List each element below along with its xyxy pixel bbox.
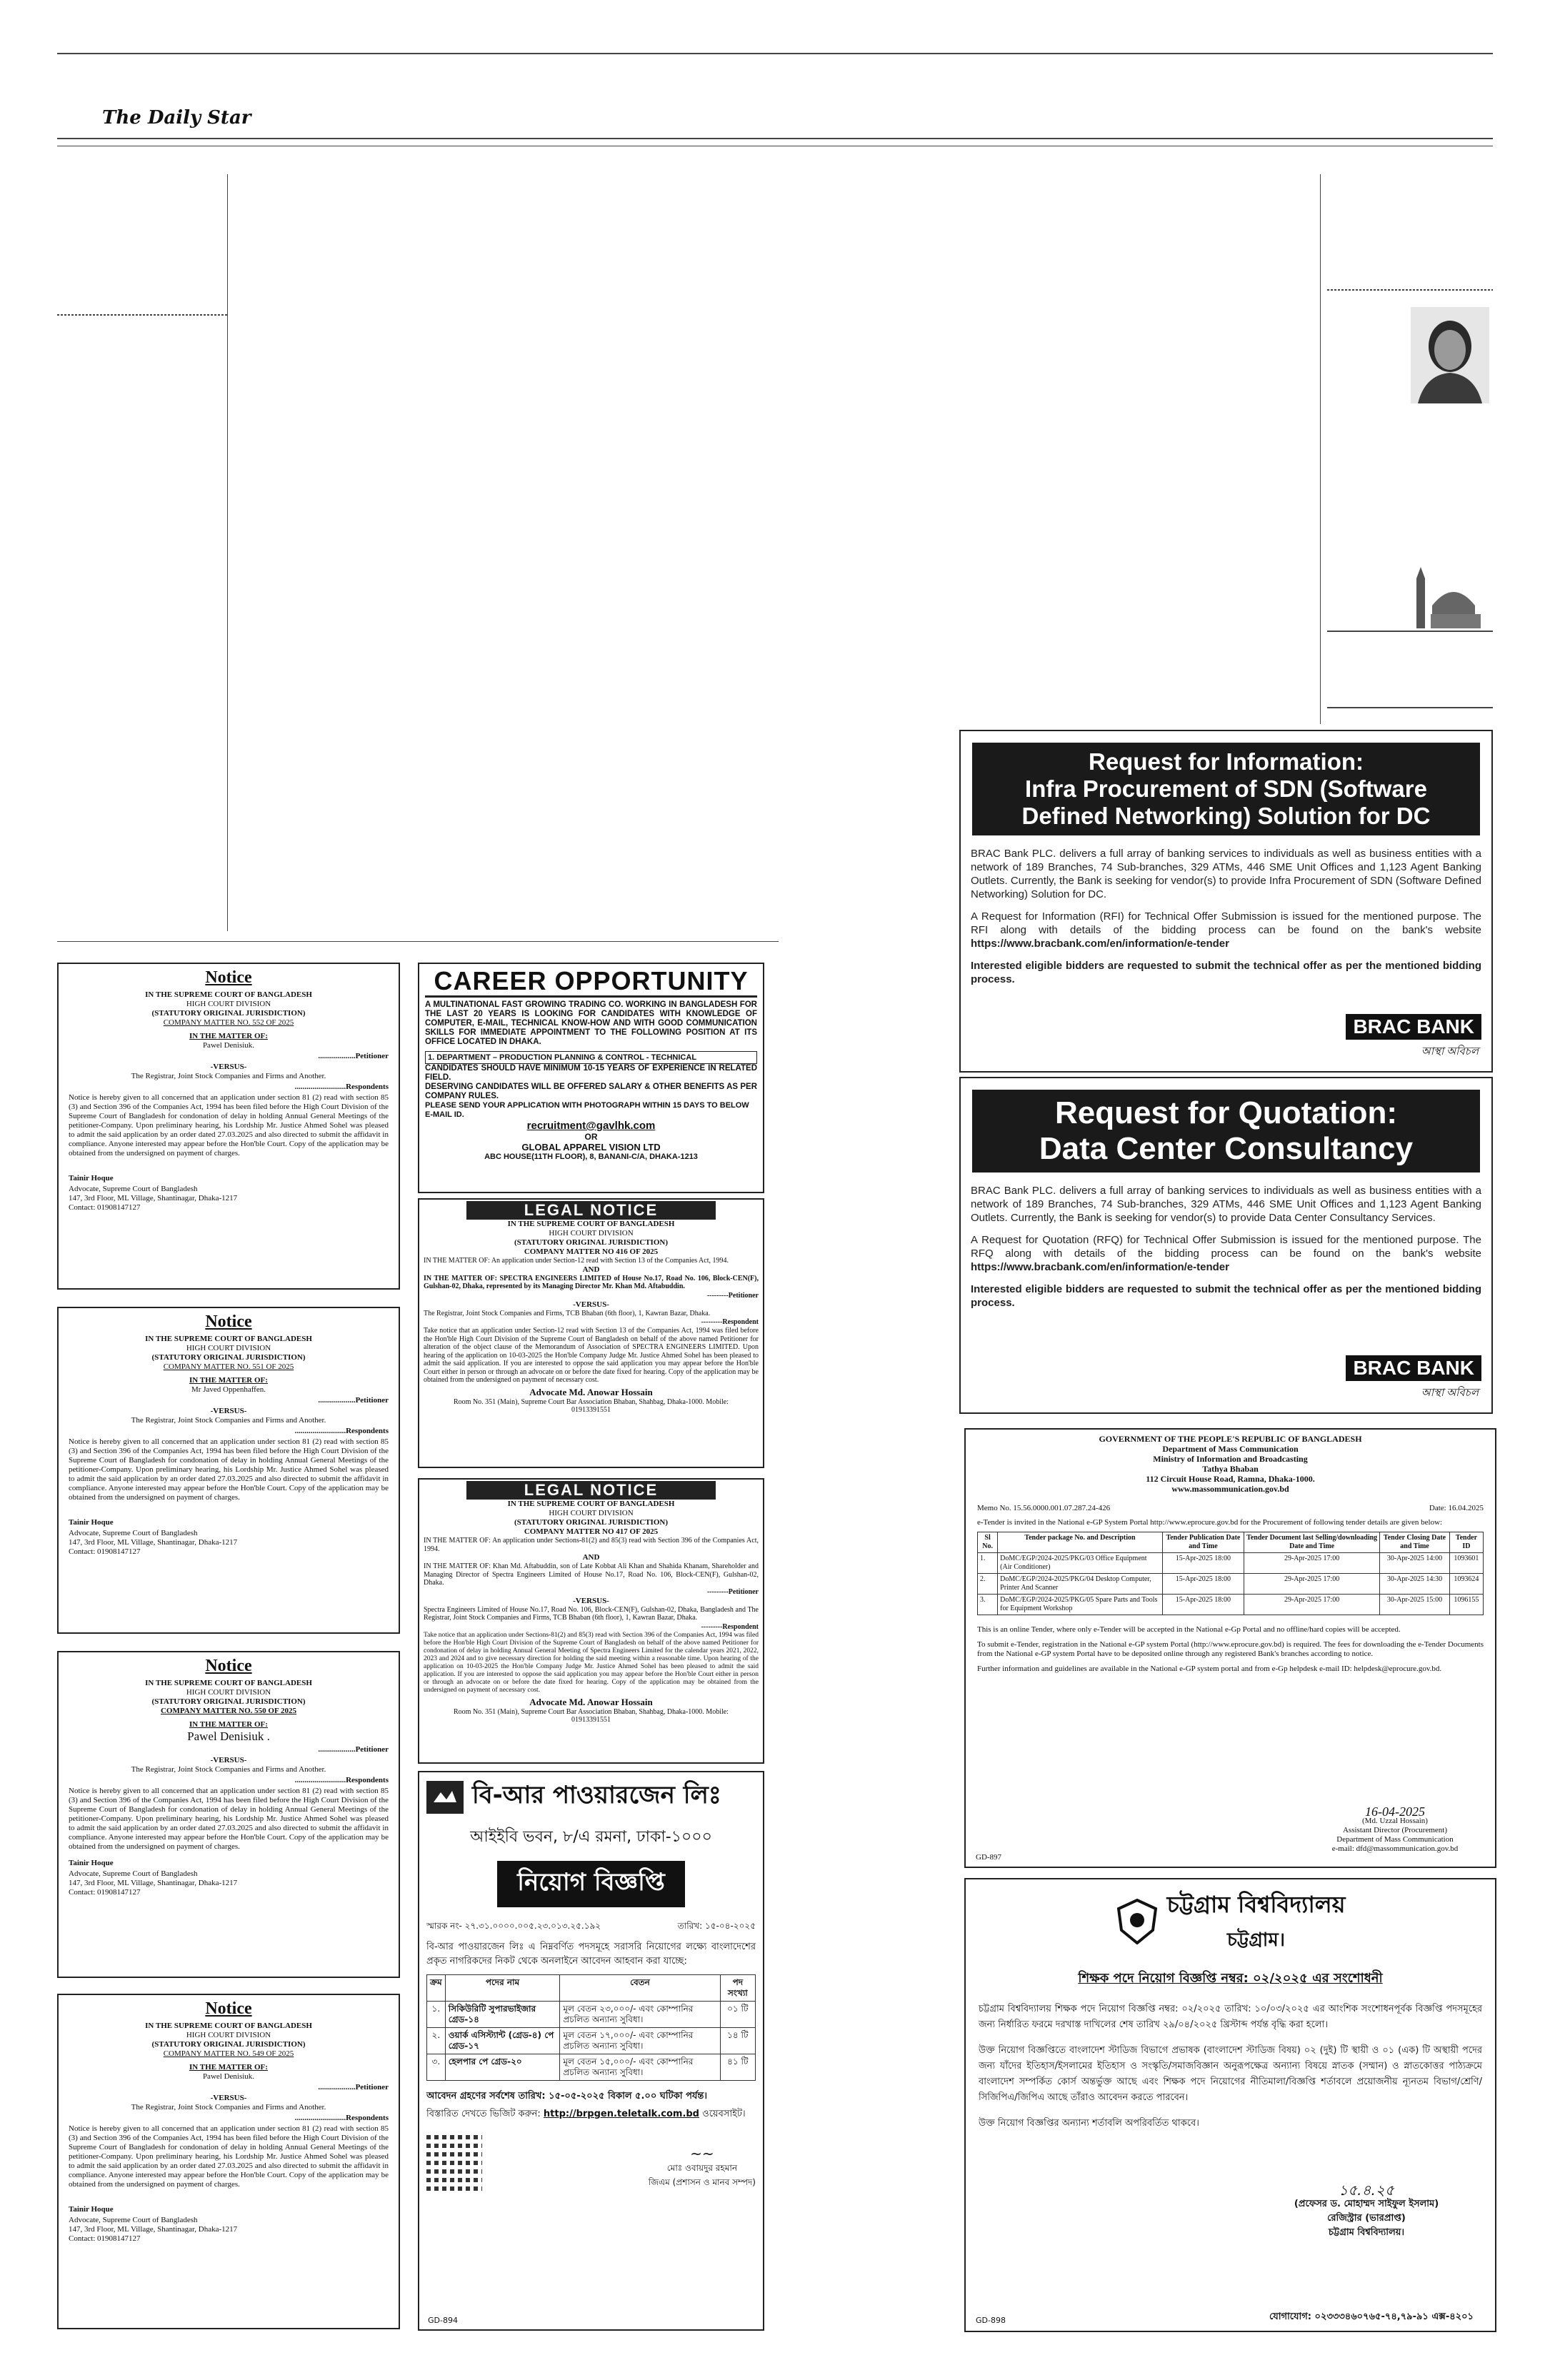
brac-rfq-heading: Request for Quotation: Data Center Consultancy	[972, 1090, 1480, 1173]
table-cell: মূল বেতন ১৭,০০০/- এবং কোম্পানির প্রচলিত অন্যান্য সুবিধা।	[560, 2028, 720, 2054]
notice-division: HIGH COURT DIVISION	[186, 1344, 271, 1352]
table-header: পদের নাম	[445, 1975, 560, 2002]
right-rule-bottom	[1327, 707, 1493, 708]
legal-advocate: Advocate Md. Anowar Hossain	[529, 1696, 653, 1707]
govt-signer: (Md. Uzzal Hossain)	[1362, 1817, 1428, 1825]
notice-court: IN THE SUPREME COURT OF BANGLADESH	[145, 2022, 312, 2030]
legal-petitioner: ---------Petitioner	[706, 1291, 759, 1300]
notice-body: Notice is hereby given to all concerned that an application under section 81 (2) read with section 85 (3) and Section 396 of the Companies Act, 1994 has been filed before the High Court Division of the Supreme Court of Bangladesh for condonation of delay in holding Annual General Meetings of the petitioner-Company. Upon preliminary hearing, his Lordship Mr. Justice Ahmed Sohel was pleased to admit the said application by an order dated 27.03.2025 and also directed to submit the affidavit in compliance. Anyone interested may appear before the Hon'ble Court. Copy of the application may be obtained from the undersigned on payment of charges.	[69, 1437, 389, 1502]
legal-jurisdiction: (STATUTORY ORIGINAL JURISDICTION)	[514, 1238, 668, 1247]
right-rule-mosque	[1327, 631, 1493, 632]
table-cell: 15-Apr-2025 18:00	[1162, 1574, 1244, 1595]
dotted-rule-right	[1327, 289, 1493, 291]
court-notice-550	[57, 1651, 400, 1978]
notice-respondent: The Registrar, Joint Stock Companies and Firms and Another.	[131, 1072, 326, 1080]
notice-petitioner-role: ...................Petitioner	[318, 1396, 389, 1405]
notice-court: IN THE SUPREME COURT OF BANGLADESH	[145, 1335, 312, 1343]
cu-para-3: উক্ত নিয়োগ বিজ্ঞপ্তির অন্যান্য শর্তাবলি অপরিবর্তিত থাকবে।	[979, 2118, 1199, 2129]
career-requirement: CANDIDATES SHOULD HAVE MINIMUM 10-15 YEARS OF EXPERIENCE IN RELATED FIELD.	[425, 1064, 757, 1082]
govt-signer-title: Assistant Director (Procurement)	[1342, 1826, 1447, 1834]
table-cell: ১৪ টি	[720, 2028, 755, 2054]
brac-rfq-para-1: BRAC Bank PLC. delivers a full array of banking services to individuals as well as business entities with a network of 189 Branches, 74 Sub-branches, 329 ATMs, 446 SME Unit Offices and 1,123 Agent Banking Outlets. Currently, the Bank is seeking for vendor(s) to provide Data Center Consultancy Services.	[971, 1185, 1481, 1224]
table-header: Tender Closing Date and Time	[1380, 1532, 1450, 1553]
legal-and: AND	[582, 1265, 600, 1274]
ads-top-rule	[57, 941, 779, 942]
legal-jurisdiction: (STATUTORY ORIGINAL JURISDICTION)	[514, 1518, 668, 1527]
table-cell: 30-Apr-2025 14:30	[1380, 1574, 1450, 1595]
dotted-rule-left	[57, 314, 229, 316]
table-cell: 1093601	[1449, 1553, 1483, 1574]
qr-code-icon	[426, 2135, 482, 2191]
br-powergen-address: আইইবি ভবন, ৮/এ রমনা, ঢাকা-১০০০	[470, 1828, 712, 1846]
table-cell: 1096155	[1449, 1595, 1483, 1615]
legal-body: Take notice that an application under Section-12 read with Section 13 of the Companies Act, 1994 was filed before the Hon'ble High Court Division of the Supreme Court of Bangladesh on behalf of the above named Petitioner for alteration of the object clause of the Memorandum of Association of SPECTRA ENGINEERS LIMITED. Upon hearing of the application on 10-03-2025 the Hon'ble Company Judge Mr. Justice Ahmed Sohel has been pleased to admit the said application. If you are interested to oppose the said application you may appear before the Hon'ble Court either in person or through an advocate on or before the date fixed for hearing. Copy of the application may be obtained from the undersigned on payment of necessary cost.	[424, 1327, 759, 1384]
notice-versus: -VERSUS-	[210, 1063, 247, 1071]
table-cell: 1.	[978, 1553, 998, 1574]
notice-petitioner: Mr Javed Oppenhaffen.	[191, 1385, 266, 1394]
table-cell: DoMC/EGP/2024-2025/PKG/04 Desktop Computer, Printer And Scanner	[998, 1574, 1163, 1595]
cu-signer-org: চট্টগ্রাম বিশ্ববিদ্যালয়।	[1328, 2227, 1405, 2238]
cu-logo-icon	[1116, 1899, 1159, 1944]
gd-code: GD-898	[976, 2316, 1006, 2325]
notice-versus: -VERSUS-	[210, 1407, 247, 1415]
brac-bank-tagline: আস্থা অবিচল	[1421, 1046, 1479, 1058]
govt-signer-email: e-mail: dfd@massommunication.gov.bd	[1331, 1844, 1459, 1853]
notice-in-matter: IN THE MATTER OF:	[189, 1720, 268, 1729]
table-cell: 30-Apr-2025 14:00	[1380, 1553, 1450, 1574]
legal-versus: -VERSUS-	[573, 1596, 609, 1605]
cu-title: শিক্ষক পদে নিয়োগ বিজ্ঞপ্তি নম্বর: ০২/২০২৫ এর সংশোধনী	[1078, 1971, 1383, 1986]
legal-and: AND	[582, 1553, 600, 1562]
gd-code: GD-897	[976, 1853, 1002, 1862]
notice-respondent: The Registrar, Joint Stock Companies and Firms and Another.	[131, 1416, 326, 1425]
govt-note-1: This is an online Tender, where only e-Tender will be accepted in the National e-Gp Portal and no offline/hard copies will be accepted.	[977, 1625, 1401, 1634]
table-cell: ০১ টি	[720, 2002, 755, 2028]
legal-advocate-address: Room No. 351 (Main), Supreme Court Bar Association Bhaban, Shahbag, Dhaka-1000. Mobile: 01913391551	[454, 1707, 729, 1724]
notice-respondent-role: ..........................Respondents	[294, 1776, 389, 1784]
notice-signer-contact: Contact: 01908147127	[69, 2234, 141, 2243]
brac-bank-logo: BRAC BANK	[1346, 1355, 1481, 1381]
table-cell: মূল বেতন ১৫,০০০/- এবং কোম্পানির প্রচলিত অন্যান্য সুবিধা।	[560, 2054, 720, 2081]
notice-signer: Tainir Hoque	[69, 1859, 114, 1867]
notice-signer-title: Advocate, Supreme Court of Bangladesh	[69, 1869, 198, 1878]
br-powergen-details-label: বিস্তারিত দেখতে ভিজিট করুন:	[426, 2109, 541, 2119]
notice-division: HIGH COURT DIVISION	[186, 1688, 271, 1697]
legal-advocate-address: Room No. 351 (Main), Supreme Court Bar Association Bhaban, Shahbag, Dhaka-1000. Mobile: 01913391551	[454, 1397, 729, 1414]
legal-respondent: The Registrar, Joint Stock Companies and Firms, TCB Bhaban (6th floor), 1, Kawran Bazar, Dhaka.	[424, 1309, 711, 1317]
notice-matter: COMPANY MATTER NO. 552 OF 2025	[163, 1018, 294, 1027]
notice-signer-address: 147, 3rd Floor, ML Village, Shantinagar, Dhaka-1217	[69, 1194, 238, 1202]
legal-court: IN THE SUPREME COURT OF BANGLADESH	[507, 1220, 675, 1228]
notice-respondent-role: ..........................Respondents	[294, 2114, 389, 2122]
govt-h4: Tathya Bhaban	[1202, 1464, 1259, 1474]
table-cell: 15-Apr-2025 18:00	[1162, 1553, 1244, 1574]
brac-rfi-link[interactable]: https://www.bracbank.com/en/information/e-tender	[971, 938, 1229, 950]
table-cell: মূল বেতন ২৩,০০০/- এবং কোম্পানির প্রচলিত অন্যান্য সুবিধা।	[560, 2002, 720, 2028]
cu-name: চট্টগ্রাম বিশ্ববিদ্যালয়	[1166, 1891, 1346, 1918]
br-powergen-date: তারিখ: ১৫-০৪-২০২৫	[677, 1921, 756, 1931]
br-powergen-signer-title: জিএম (প্রশাসন ও মানব সম্পদ)	[648, 2177, 756, 2187]
legal-notice-banner: LEGAL NOTICE	[466, 1481, 716, 1500]
notice-title: Notice	[205, 1657, 252, 1675]
govt-date: Date: 16.04.2025	[1429, 1504, 1484, 1512]
govt-h6: www.massommunication.gov.bd	[1171, 1484, 1289, 1494]
govt-h1: GOVERNMENT OF THE PEOPLE'S REPUBLIC OF BANGLADESH	[1099, 1434, 1362, 1444]
notice-signer-title: Advocate, Supreme Court of Bangladesh	[69, 1529, 198, 1537]
govt-h3: Ministry of Information and Broadcasting	[1153, 1454, 1308, 1464]
brac-rfq-para-2: A Request for Quotation (RFQ) for Technical Offer Submission is issued for the mentioned purpose. The RFQ along with details of the bidding process can be found on the bank's website	[971, 1234, 1481, 1260]
notice-in-matter: IN THE MATTER OF:	[189, 1376, 268, 1385]
notice-court: IN THE SUPREME COURT OF BANGLADESH	[145, 990, 312, 999]
career-apply: PLEASE SEND YOUR APPLICATION WITH PHOTOGRAPH WITHIN 15 DAYS TO BELOW E-MAIL ID.	[425, 1101, 749, 1119]
br-powergen-table	[426, 1974, 756, 2081]
career-or: OR	[584, 1132, 598, 1142]
legal-respondent: Spectra Engineers Limited of House No.17, Road No. 106, Block-CEN(F), Gulshan-02, Dhaka, Bangladesh and The Registrar, Joint Stock Companies and Firms, TCB Bhaban (6th floor), 1, Kawran Bazar, Dhaka.	[424, 1605, 759, 1622]
brac-rfi-para-2: A Request for Information (RFI) for Technical Offer Submission is issued for the mentioned purpose. The RFI along with details of the bidding process can be found on the bank's website	[971, 910, 1481, 936]
career-intro: A MULTINATIONAL FAST GROWING TRADING CO. WORKING IN BANGLADESH FOR THE LAST 20 YEARS IS LOOKING FOR CANDIDATES WITH KNOWLEDGE OF COMPUTER, E-MAIL, TECHNICAL KNOW-HOW AND WITH GOOD COMMUNICATION SKILLS FOR IMMEDIATE APPOINTMENT TO THE FOLLOWING POSITION AT ITS OFFICE LOCATED IN DHAKA.	[425, 1000, 757, 1046]
br-powergen-url[interactable]: http://brpgen.teletalk.com.bd	[543, 2109, 699, 2119]
table-row	[978, 1595, 1484, 1615]
br-powergen-deadline: আবেদন গ্রহণের সর্বশেষ তারিখ: ১৫-০৫-২০২৫ বিকাল ৫.০০ ঘটিকা পর্যন্ত।	[426, 2091, 708, 2102]
legal-notice-banner: LEGAL NOTICE	[466, 1201, 716, 1220]
notice-petitioner-role: ...................Petitioner	[318, 2083, 389, 2092]
notice-respondent: The Registrar, Joint Stock Companies and Firms and Another.	[131, 2103, 326, 2112]
table-header: Tender Publication Date and Time	[1162, 1532, 1244, 1553]
notice-jurisdiction: (STATUTORY ORIGINAL JURISDICTION)	[151, 1009, 306, 1018]
notice-matter: COMPANY MATTER NO. 550 OF 2025	[160, 1707, 297, 1715]
govt-tender-table	[977, 1532, 1484, 1615]
notice-signer-contact: Contact: 01908147127	[69, 1547, 141, 1556]
notice-matter: COMPANY MATTER NO. 551 OF 2025	[163, 1362, 294, 1371]
table-cell: 2.	[978, 1574, 998, 1595]
career-company: GLOBAL APPAREL VISION LTD	[521, 1142, 661, 1153]
cu-para-1: চট্টগ্রাম বিশ্ববিদ্যালয় শিক্ষক পদে নিয়োগ বিজ্ঞপ্তি নম্বর: ০২/২০২৫ তারিখ: ১০/০৩/২০২৫ এর আংশিক সংশোধনপূর্বক বিজ্ঞপ্তি পদসমূহের জন্য নির্ধারিত ফরমে দরখাস্ত দাখিলের শেষ তারিখ ২৯/০৪/২০২৫ খ্রিস্টাব্দ পর্যন্ত বৃদ্ধি করা হলো।	[979, 2004, 1482, 2030]
notice-body: Notice is hereby given to all concerned that an application under section 81 (2) read with section 85 (3) and Section 396 of the Companies Act, 1994 has been filed before the High Court Division of the Supreme Court of Bangladesh for condonation of delay in holding Annual General Meetings of the petitioner-Company. Upon preliminary hearing, his Lordship Mr. Justice Ahmed Sohel was pleased to admit the said application by an order dated 27.03.2025 and also directed to submit the affidavit in compliance. Anyone interested may appear before the Hon'ble Court. Copy of the application may be obtained from the undersigned on payment of charges.	[69, 1093, 389, 1158]
notice-respondent: The Registrar, Joint Stock Companies and Firms and Another.	[131, 1765, 326, 1774]
notice-signer-contact: Contact: 01908147127	[69, 1203, 141, 1212]
masthead-logo: The Daily Star	[102, 107, 251, 129]
br-powergen-logo-icon	[426, 1781, 464, 1814]
table-cell: ৩.	[427, 2054, 446, 2081]
notice-signer-contact: Contact: 01908147127	[69, 1888, 141, 1897]
notice-petitioner: Pawel Denisiuk.	[202, 1041, 255, 1050]
table-cell: 29-Apr-2025 17:00	[1244, 1553, 1380, 1574]
cu-city: চট্টগ্রাম।	[1226, 1929, 1286, 1951]
govt-tender-notice	[964, 1428, 1496, 1868]
notice-division: HIGH COURT DIVISION	[186, 1000, 271, 1008]
br-powergen-ad	[418, 1771, 764, 2331]
govt-intro: e-Tender is invited in the National e-GP System Portal http://www.eprocure.gov.bd for the Procurement of following tender details are given below:	[977, 1518, 1443, 1527]
legal-matter: COMPANY MATTER NO 417 OF 2025	[524, 1527, 659, 1536]
cu-signer-title: রেজিস্ট্রার (ভারপ্রাপ্ত)	[1327, 2213, 1406, 2224]
brac-bank-logo: BRAC BANK	[1346, 1014, 1481, 1040]
notice-petitioner-role: ...................Petitioner	[318, 1052, 389, 1060]
table-cell: ৪১ টি	[720, 2054, 755, 2081]
notice-signer-address: 147, 3rd Floor, ML Village, Shantinagar, Dhaka-1217	[69, 2225, 238, 2234]
mosque-icon	[1411, 564, 1489, 628]
govt-note-2: To submit e-Tender, registration in the National e-GP system Portal (http://www.eprocure.gov.bd) is required. The fees for downloading the e-Tender Documents from the National e-GP system Portal have to be deposited online through any registered Bank's branches according to notice.	[977, 1640, 1484, 1658]
notice-signer-address: 147, 3rd Floor, ML Village, Shantinagar, Dhaka-1217	[69, 1879, 238, 1887]
legal-court: IN THE SUPREME COURT OF BANGLADESH	[507, 1500, 675, 1508]
br-powergen-company: বি-আর পাওয়ারজেন লিঃ	[472, 1781, 721, 1809]
notice-petitioner-role: ...................Petitioner	[318, 1745, 389, 1754]
table-cell: ২.	[427, 2028, 446, 2054]
cu-signature-date: ১৫.৪.২৫	[1339, 2181, 1394, 2199]
legal-respondent-role: ---------Respondent	[701, 1318, 759, 1326]
legal-matter: COMPANY MATTER NO 416 OF 2025	[524, 1247, 659, 1256]
table-row	[427, 2028, 756, 2054]
table-row	[978, 1574, 1484, 1595]
br-powergen-intro: বি-আর পাওয়ারজেন লিঃ এ নিম্নবর্ণিত পদসমূহে সরাসরি নিয়োগের লক্ষ্যে বাংলাদেশের প্রকৃত নাগরিকদের নিকট থেকে অনলাইনে আবেদন আহবান করা যাচ্ছে:	[426, 1942, 756, 1967]
br-powergen-website: ওয়েবসাইট।	[702, 2109, 746, 2119]
br-powergen-ref: স্মারক নং- ২৭.৩১.০০০০.০০৫.২৩.০১৩.২৫.১৯২	[426, 1921, 601, 1931]
br-powergen-signer: মোঃ ওবায়দুর রহমান	[666, 2163, 738, 2173]
brac-rfi-para-3: Interested eligible bidders are requested to submit the technical offer as per the mentioned bidding process.	[971, 960, 1481, 985]
table-cell: 30-Apr-2025 15:00	[1380, 1595, 1450, 1615]
career-position: 1. DEPARTMENT – PRODUCTION PLANNING & CONTROL - TECHNICAL	[425, 1051, 757, 1064]
table-cell: 1093624	[1449, 1574, 1483, 1595]
table-header: বেতন	[560, 1975, 720, 2002]
brac-rfq-para-3: Interested eligible bidders are requested to submit the technical offer as per the mentioned bidding process.	[971, 1283, 1481, 1309]
brac-rfq-ad	[959, 1077, 1493, 1414]
career-address: ABC HOUSE(11TH FLOOR), 8, BANANI-C/A, DHAKA-1213	[484, 1153, 698, 1161]
table-cell: ১.	[427, 2002, 446, 2028]
masthead-rule-1	[57, 138, 1493, 139]
table-header: Tender Document last Selling/downloading Date and Time	[1244, 1532, 1380, 1553]
notice-title: Notice	[205, 1312, 252, 1331]
notice-title: Notice	[205, 968, 252, 987]
legal-advocate: Advocate Md. Anowar Hossain	[529, 1386, 653, 1397]
govt-signer-dept: Department of Mass Communication	[1336, 1835, 1454, 1844]
table-cell: 29-Apr-2025 17:00	[1244, 1574, 1380, 1595]
notice-matter: COMPANY MATTER NO. 549 OF 2025	[163, 2049, 294, 2058]
notice-versus: -VERSUS-	[210, 2094, 247, 2102]
govt-h2: Department of Mass Communication	[1162, 1444, 1299, 1454]
brac-rfi-ad	[959, 730, 1493, 1073]
notice-jurisdiction: (STATUTORY ORIGINAL JURISDICTION)	[151, 1697, 306, 1706]
legal-para-2: IN THE MATTER OF: Khan Md. Aftabuddin, son of Late Kobbat Ali Khan and Shahida Khanam, Shareholder and Managing Director of Spectra Engineers Limited of House No.17, Road No. 106, Block-CEN(F), Gulshan-02, Dhaka.	[424, 1562, 759, 1587]
notice-in-matter: IN THE MATTER OF:	[189, 2063, 268, 2072]
notice-court: IN THE SUPREME COURT OF BANGLADESH	[145, 1679, 312, 1687]
notice-jurisdiction: (STATUTORY ORIGINAL JURISDICTION)	[151, 2040, 306, 2049]
legal-notice-417	[418, 1478, 764, 1764]
notice-title: Notice	[205, 1999, 252, 2018]
table-header: Tender package No. and Description	[998, 1532, 1163, 1553]
cu-para-2: উক্ত নিয়োগ বিজ্ঞপ্তিতে বাংলাদেশ স্টাডিজ বিভাগে প্রভাষক (বাংলাদেশ স্টাডিজ বিষয়) ০২ (দুই) টি স্থায়ী ও ০১ (এক) টি অস্থায়ী পদের জন্য যাঁদের ইতিহাস/ইসলামের ইতিহাস ও সংস্কৃতি/সমাজবিজ্ঞান অনুরূপক্ষেত্র অন্যান্য বিষয়ে স্নাতক (সম্মান) ও স্নাতকোত্তর পাঠ্যক্রমে বাংলাদেশ সম্পর্কিত কোর্স অন্তর্ভুক্ত আছে এবং শিক্ষক পদে নিয়োগের নীতিমালা/বিজ্ঞপ্তি শর্তাবলে প্রয়োজনীয় ন্যূনতম বিভাগ/শ্রেণি/সিজিপিএ/জিপিএ আছে তাঁরাও আবেদন করতে পারবেন।	[979, 2045, 1482, 2103]
court-notice-549	[57, 1994, 400, 2329]
notice-signer-address: 147, 3rd Floor, ML Village, Shantinagar, Dhaka-1217	[69, 1538, 238, 1547]
legal-division: HIGH COURT DIVISION	[549, 1509, 634, 1517]
notice-signer-title: Advocate, Supreme Court of Bangladesh	[69, 2216, 198, 2224]
legal-para-1: IN THE MATTER OF: An application under Section-12 read with Section 13 of the Companies Act, 1994.	[424, 1257, 729, 1265]
gd-code: GD-894	[428, 2316, 458, 2325]
notice-body: Notice is hereby given to all concerned that an application under section 81 (2) read with section 85 (3) and Section 396 of the Companies Act, 1994 has been filed before the High Court Division of the Supreme Court of Bangladesh for condonation of delay in holding Annual General Meetings of the petitioner-Company. Upon preliminary hearing, his Lordship Mr. Justice Ahmed Sohel was pleased to admit the said application by an order dated 27.03.2025 and also directed to submit the affidavit in compliance. Anyone interested may appear before the Hon'ble Court. Copy of the application may be obtained from the undersigned on payment of charges.	[69, 1787, 389, 1851]
legal-notice-416	[418, 1198, 764, 1468]
notice-respondent-role: ..........................Respondents	[294, 1083, 389, 1091]
cu-notice	[964, 1878, 1496, 2332]
table-row	[427, 2002, 756, 2028]
table-header: পদ সংখ্যা	[720, 1975, 755, 2002]
notice-signer: Tainir Hoque	[69, 1518, 114, 1527]
brac-rfq-link[interactable]: https://www.bracbank.com/en/information/e-tender	[971, 1261, 1229, 1273]
govt-note-3: Further information and guidelines are available in the National e-GP system portal and from e-Gp helpdesk e-mail ID: helpdesk@eprocure.gov.bd.	[977, 1665, 1442, 1673]
career-email[interactable]: recruitment@gavlhk.com	[526, 1120, 656, 1132]
legal-para-2: IN THE MATTER OF: SPECTRA ENGINEERS LIMITED of House No.17, Road No. 106, Block-CEN(F), Gulshan-02, Dhaka, represented by its Managing Director Mr. Khan Md. Aftabuddin.	[424, 1274, 759, 1290]
column-rule-left	[227, 174, 228, 931]
table-header: Sl No.	[978, 1532, 998, 1553]
legal-body: Take notice that an application under Sections-81(2) and 85(3) read with Section 396 of the Companies Act, 1994 was filed before the Hon'ble High Court Division of the Supreme Court of Bangladesh on behalf of the above named Petitioner for condonation of delay in holding Annual General Meeting of Spectra Engineers Limited for the calendar years 2021, 2022, 2023 and 2024 and to give necessary direction for holding the said meeting within a reasonable time. Upon hearing of the application on 10-03-2025 the Hon'ble Company Judge Mr. Justice Ahmed Sohel has been pleased to admit the said application. If you are interested to oppose the said application you may appear before the Hon'ble Court either in person or through an advocate on or before the date fixed for hearing. Copy of the application may be obtained from the undersigned on payment of necessary cost.	[424, 1631, 759, 1694]
table-header: Tender ID	[1449, 1532, 1483, 1553]
govt-memo: Memo No. 15.56.0000.001.07.287.24-426	[977, 1504, 1111, 1512]
table-row	[427, 2054, 756, 2081]
notice-versus: -VERSUS-	[210, 1756, 247, 1764]
notice-signer-title: Advocate, Supreme Court of Bangladesh	[69, 1185, 198, 1193]
column-rule-right	[1320, 174, 1321, 724]
notice-petitioner: Pawel Denisiuk .	[187, 1729, 270, 1743]
table-header: ক্রম	[427, 1975, 446, 2002]
table-cell: 29-Apr-2025 17:00	[1244, 1595, 1380, 1615]
table-cell: DoMC/EGP/2024-2025/PKG/03 Office Equipment (Air Conditioner)	[998, 1553, 1163, 1574]
cu-signer: (প্রফেসর ড. মোহাম্মদ সাইফুল ইসলাম)	[1294, 2199, 1439, 2209]
cu-contact: যোগাযোগ: ০২৩৩৩৪৬০৭৬৫-৭৪,৭৯-৯১ এক্স-৪২০১	[1269, 2311, 1474, 2322]
career-title: CAREER OPPORTUNITY	[425, 967, 757, 998]
notice-in-matter: IN THE MATTER OF:	[189, 1032, 268, 1040]
legal-para-1: IN THE MATTER OF: An application under Sections-81(2) and 85(3) read with Section 396 of the Companies Act, 1994.	[424, 1537, 759, 1553]
notice-signer: Tainir Hoque	[69, 2205, 114, 2214]
legal-versus: -VERSUS-	[573, 1300, 609, 1309]
court-notice-551	[57, 1307, 400, 1634]
notice-body: Notice is hereby given to all concerned that an application under section 81 (2) read with section 85 (3) and Section 396 of the Companies Act, 1994 has been filed before the High Court Division of the Supreme Court of Bangladesh for condonation of delay in holding Annual General Meetings of the petitioner-Company. Upon preliminary hearing, his Lordship Mr. Justice Ahmed Sohel was pleased to admit the said application by an order dated 27.03.2025 and also directed to submit the affidavit in compliance. Anyone interested may appear before the Hon'ble Court. Copy of the application may be obtained from the undersigned on payment of charges.	[69, 2124, 389, 2189]
portrait-photo	[1411, 307, 1489, 403]
table-cell: DoMC/EGP/2024-2025/PKG/05 Spare Parts and Tools for Equipment Workshop	[998, 1595, 1163, 1615]
legal-petitioner: ---------Petitioner	[706, 1587, 759, 1596]
notice-petitioner: Pawel Denisiuk.	[202, 2072, 255, 2081]
signature-icon: ~~	[690, 2145, 714, 2162]
career-opportunity-ad	[418, 963, 764, 1193]
brac-bank-tagline: আস্থা অবিচল	[1421, 1387, 1479, 1399]
legal-division: HIGH COURT DIVISION	[549, 1229, 634, 1237]
notice-division: HIGH COURT DIVISION	[186, 2031, 271, 2039]
top-rule	[57, 53, 1493, 54]
legal-respondent-role: ---------Respondent	[701, 1622, 759, 1631]
brac-rfi-para-1: BRAC Bank PLC. delivers a full array of banking services to individuals as well as business entities with a network of 189 Branches, 74 Sub-branches, 329 ATMs, 446 SME Unit Offices and 1,123 Agent Banking Outlets. Currently, the Bank is seeking for vendor(s) to provide Infra Procurement of SDN (Software Defined Networking) Solution for DC.	[971, 848, 1481, 900]
table-row	[978, 1553, 1484, 1574]
notice-respondent-role: ..........................Respondents	[294, 1427, 389, 1435]
table-cell: 15-Apr-2025 18:00	[1162, 1595, 1244, 1615]
br-powergen-title: নিয়োগ বিজ্ঞপ্তি	[497, 1861, 685, 1907]
court-notice-552	[57, 963, 400, 1290]
table-cell: 3.	[978, 1595, 998, 1615]
table-cell: সিকিউরিটি সুপারভাইজার গ্রেড-১৪	[445, 2002, 560, 2028]
table-cell: হেলপার পে গ্রেড-২০	[445, 2054, 560, 2081]
govt-h5: 112 Circuit House Road, Ramna, Dhaka-1000.	[1146, 1474, 1315, 1484]
notice-jurisdiction: (STATUTORY ORIGINAL JURISDICTION)	[151, 1353, 306, 1362]
table-cell: ওয়ার্ক এসিস্ট্যান্ট (গ্রেড-৪) পে গ্রেড-১৭	[445, 2028, 560, 2054]
notice-signer: Tainir Hoque	[69, 1174, 114, 1183]
brac-rfi-heading: Request for Information: Infra Procurement of SDN (Software Defined Networking) Solution for DC	[972, 743, 1480, 835]
govt-signature-date: 16-04-2025	[1365, 1804, 1425, 1819]
career-salary: DESERVING CANDIDATES WILL BE OFFERED SALARY & OTHER BENEFITS AS PER COMPANY RULES.	[425, 1083, 757, 1100]
